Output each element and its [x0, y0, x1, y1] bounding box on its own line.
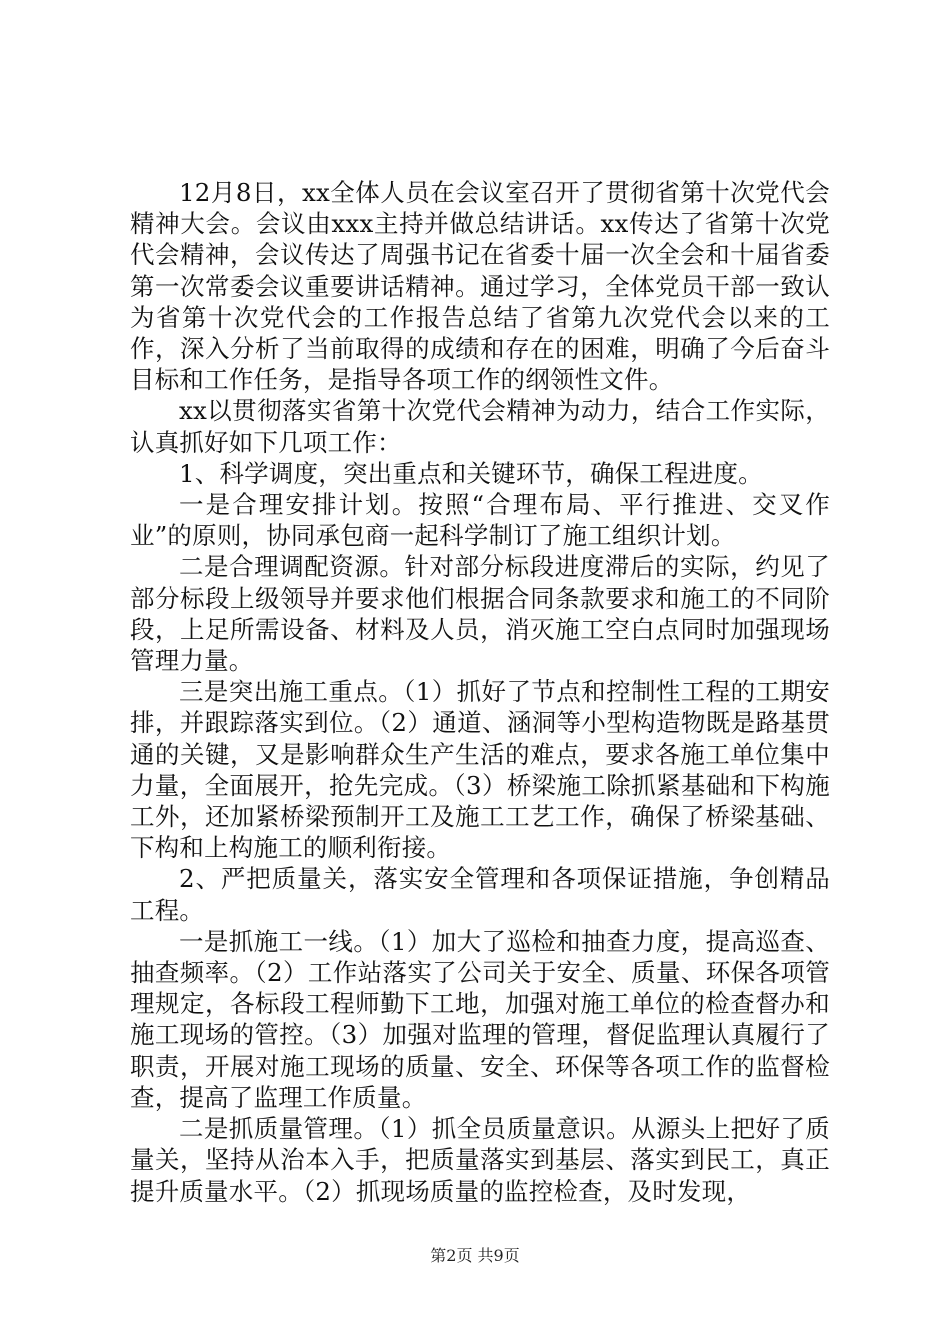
paragraph-plan-arrangement: 一是合理安排计划。按照“合理布局、平行推进、交叉作业”的原则，协同承包商一起科学制订了施工组织计划。 — [130, 490, 830, 551]
paragraph-construction-focus: 三是突出施工重点。（1）抓好了节点和控制性工程的工期安排，并跟踪落实到位。（2）通道、涵洞等小型构造物既是路基贯通的关键，又是影响群众生产生活的难点，要求各施工单位集中力量，全面展开，抢先完成。（3）桥梁施工除抓紧基础和下构施工外，还加紧桥梁预制开工及施工工艺工作，确保了桥梁基础、下构和上构施工的顺利衔接。 — [130, 677, 830, 863]
paragraph-quality-management: 二是抓质量管理。（1）抓全员质量意识。从源头上把好了质量关，坚持从治本入手，把质量落实到基层、落实到民工，真正提升质量水平。（2）抓现场质量的监控检查，及时发现， — [130, 1114, 830, 1206]
document-body — [130, 177, 830, 1207]
paragraph-construction-frontline: 一是抓施工一线。（1）加大了巡检和抽查力度，提高巡查、抽查频率。（2）工作站落实了公司关于安全、质量、环保各项管理规定，各标段工程师勤下工地，加强对施工单位的检查督办和施工现场的管控。（3）加强对监理的管理，督促监理认真履行了职责，开展对施工现场的质量、安全、环保等各项工作的监督检查，提高了监理工作质量。 — [130, 926, 830, 1112]
paragraph-section-1-heading: 1、科学调度，突出重点和关键环节，确保工程进度。 — [179, 458, 763, 488]
page-number-footer: 第2页 共9页 — [430, 1246, 520, 1265]
paragraph-meeting-summary: 12月8日，xx全体人员在会议室召开了贯彻省第十次党代会精神大会。会议由xxx主持并做总结讲话。xx传达了省第十次党代会精神，会议传达了周强书记在省委十届一次全会和十届省委第一次常委会议重要讲话精神。通过学习，全体党员干部一致认为省第十次党代会的工作报告总结了省第九次党代会以来的工作，深入分析了当前取得的成绩和存在的困难，明确了今后奋斗目标和工作任务，是指导各项工作的纲领性文件。 — [130, 178, 830, 395]
paragraph-section-2-heading: 2、严把质量关，落实安全管理和各项保证措施，争创精品工程。 — [130, 864, 830, 925]
paragraph-work-intro: xx以贯彻落实省第十次党代会精神为动力，结合工作实际，认真抓好如下几项工作： — [130, 396, 830, 457]
paragraph-resource-allocation: 二是合理调配资源。针对部分标段进度滞后的实际，约见了部分标段上级领导并要求他们根据合同条款要求和施工的不同阶段，上足所需设备、材料及人员，消灭施工空白点同时加强现场管理力量。 — [130, 552, 830, 676]
